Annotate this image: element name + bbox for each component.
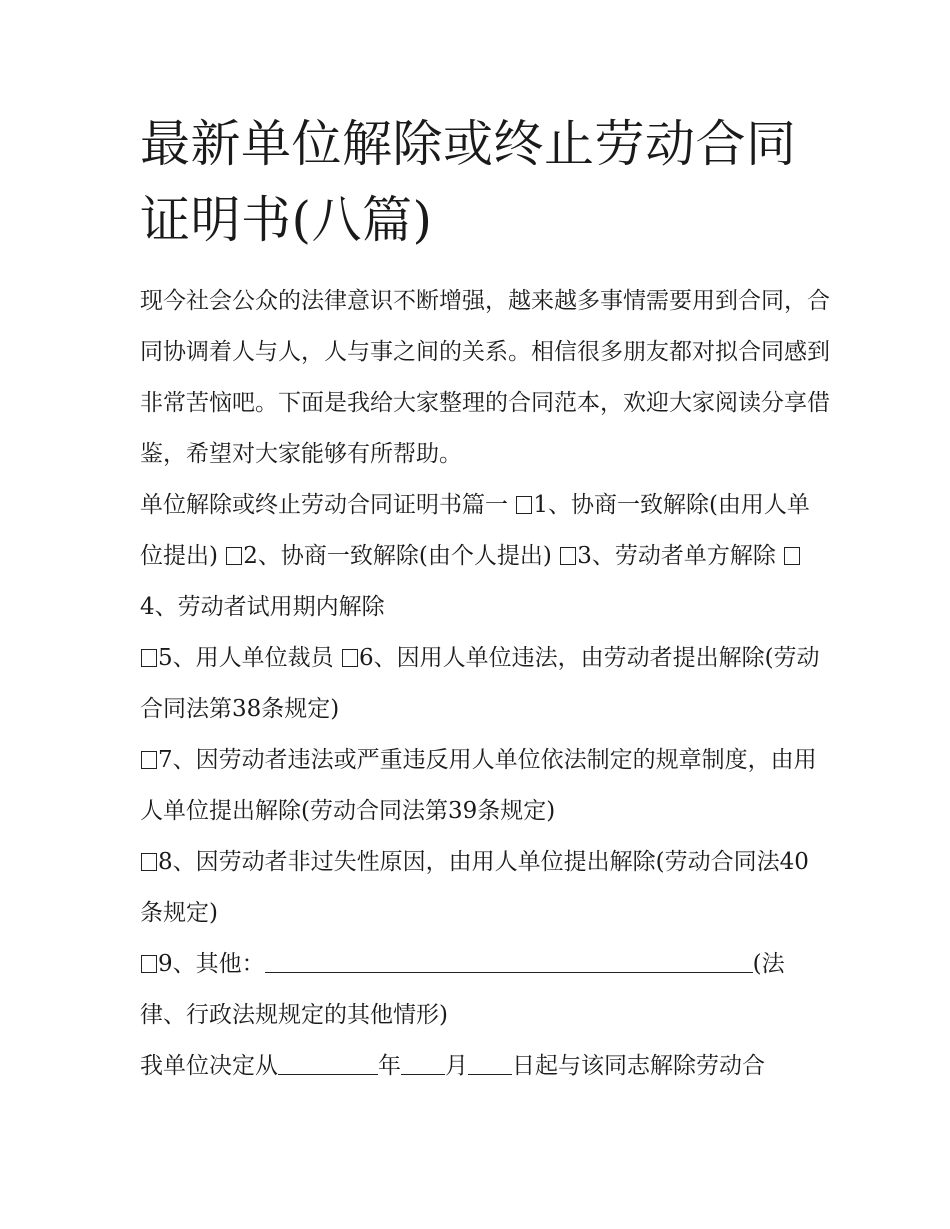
month-label: 月	[445, 1053, 468, 1079]
option-5-label: 5、用人单位裁员	[158, 645, 341, 671]
option-9-label: 9、其他：	[158, 951, 265, 977]
checkbox-icon	[226, 547, 242, 565]
checkbox-icon	[141, 853, 157, 871]
decision-paragraph	[140, 1041, 830, 1092]
checkbox-icon	[141, 751, 157, 769]
year-blank	[278, 1054, 378, 1075]
option-9-paragraph	[140, 939, 830, 1041]
option-6-label: 6、因用人单位违法，由劳动者提出解除(劳动合同法第38条规定)	[140, 645, 820, 722]
month-blank	[401, 1054, 445, 1075]
option-4-label: 4、劳动者试用期内解除	[140, 594, 385, 620]
checkbox-icon	[560, 547, 576, 565]
other-reason-blank	[265, 952, 753, 973]
checkbox-icon	[141, 649, 157, 667]
checkbox-icon	[342, 649, 358, 667]
document-body	[140, 276, 830, 1092]
option-7-paragraph	[140, 735, 830, 837]
intro-paragraph: 现今社会公众的法律意识不断增强，越来越多事情需要用到合同，合同协调着人与人，人与事之间的关系。相信很多朋友都对拟合同感到非常苦恼吧。下面是我给大家整理的合同范本，欢迎大家阅读分享借鉴，希望对大家能够有所帮助。	[140, 288, 830, 467]
document-title: 最新单位解除或终止劳动合同证明书(八篇)	[140, 115, 797, 249]
termination-options-paragraph	[140, 480, 830, 633]
decision-tail: 日起与该同志解除劳动合	[512, 1053, 765, 1079]
decision-lead: 我单位决定从	[140, 1053, 278, 1079]
checkbox-icon	[516, 496, 532, 514]
year-label: 年	[378, 1053, 401, 1079]
section-heading: 单位解除或终止劳动合同证明书篇一	[140, 492, 516, 518]
checkbox-icon	[784, 547, 800, 565]
option-8-paragraph	[140, 837, 830, 939]
option-5-6-paragraph	[140, 633, 830, 735]
checkbox-icon	[141, 955, 157, 973]
option-7-label: 7、因劳动者违法或严重违反用人单位依法制定的规章制度，由用人单位提出解除(劳动合同法第39条规定)	[140, 747, 817, 824]
option-2-label: 2、协商一致解除(由个人提出)	[243, 543, 560, 569]
option-9-tail: (法律、行政法规规定的其他情形)	[140, 951, 785, 1028]
option-8-label: 8、因劳动者非过失性原因，由用人单位提出解除(劳动合同法40条规定)	[140, 849, 809, 926]
option-1-label: 1、协商一致解除(由用人单位提出)	[140, 492, 810, 569]
day-blank	[468, 1054, 512, 1075]
option-3-label: 3、劳动者单方解除	[577, 543, 784, 569]
